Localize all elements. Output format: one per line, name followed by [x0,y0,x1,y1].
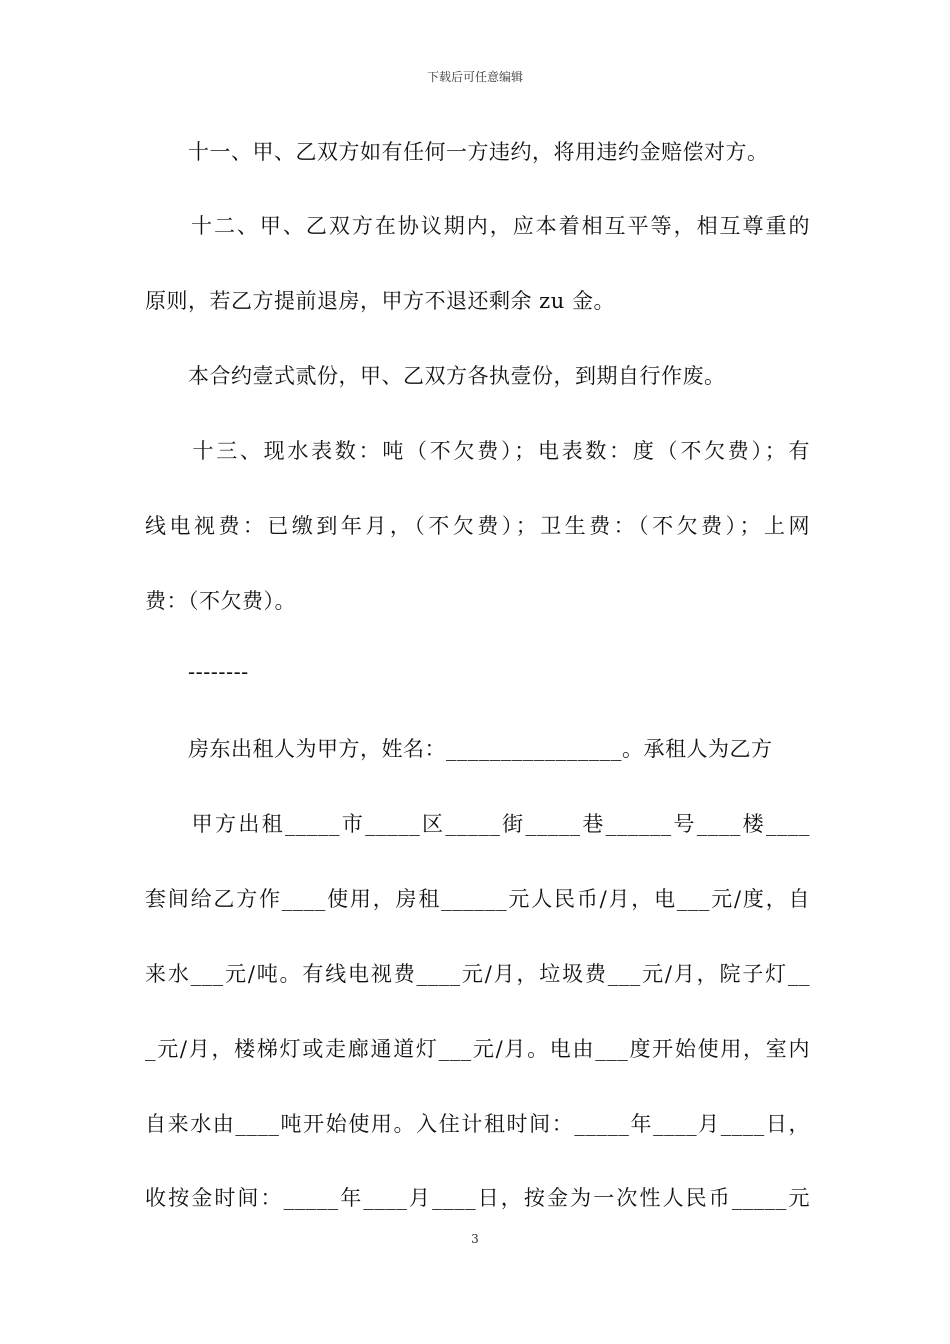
separator-line: -------- [145,660,249,684]
text-line-11: 来水___元/吨。有线电视费____元/月，垃圾费___元/月，院子灯__ [145,962,810,986]
page-number: 3 [471,1232,479,1246]
text-line-9: 甲方出租_____市_____区_____街_____巷______号____楼____ [145,812,810,836]
text-line-3: 原则，若乙方提前退房，甲方不退还剩余 zu 金。 [145,289,615,313]
text-line-1: 十一、甲、乙双方如有任何一方违约，将用违约金赔偿对方。 [145,140,769,164]
page-header: 下载后可任意编辑 [426,70,523,84]
text-line-13: 自来水由____吨开始使用。入住计租时间：_____年____月____日， [145,1112,810,1136]
text-line-5: 十三、现水表数：吨（不欠费）；电表数：度（不欠费）；有 [145,439,810,463]
text-line-4: 本合约壹式贰份，甲、乙双方各执壹份，到期自行作废。 [145,364,726,388]
text-line-7: 费：（不欠费）。 [145,589,296,613]
text-line-10: 套间给乙方作____使用，房租______元人民币/月，电___元/度，自 [145,887,810,911]
text-line-14: 收按金时间：_____年____月____日，按金为一次性人民币_____元 [145,1186,810,1210]
text-line-12: _元/月，楼梯灯或走廊通道灯___元/月。电由___度开始使用，室内 [145,1037,810,1061]
text-line-8: 房东出租人为甲方，姓名：________________。承租人为乙方 [145,737,773,761]
text-line-2: 十二、甲、乙双方在协议期内，应本着相互平等，相互尊重的 [145,214,810,238]
text-line-6: 线电视费：已缴到年月，（不欠费）；卫生费：（不欠费）；上网 [145,514,810,538]
